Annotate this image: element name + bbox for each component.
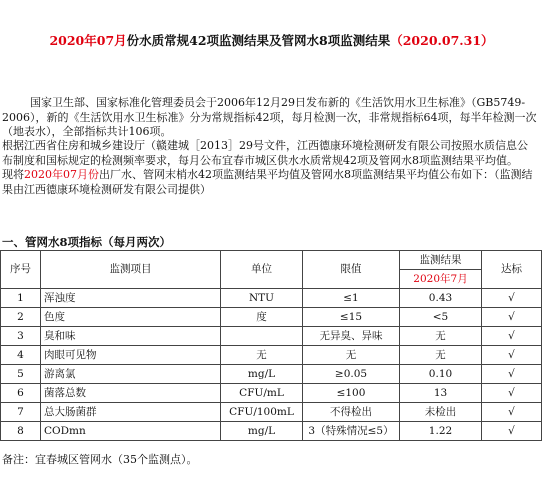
cell-no: 4 [1,346,41,365]
intro-p3-month: 2020年07月份 [24,168,99,181]
cell-unit [221,327,303,346]
cell-no: 6 [1,384,41,403]
table-row [1,403,542,422]
cell-no: 7 [1,403,41,422]
cell-no: 8 [1,422,41,441]
cell-unit: mg/L [221,422,303,441]
title-month: 2020年07月 [49,33,127,48]
cell-result: 1.22 [400,422,482,441]
cell-item: 总大肠菌群 [41,403,221,422]
cell-pass: √ [482,289,542,308]
cell-result: 未检出 [400,403,482,422]
cell-pass: √ [482,422,542,441]
cell-result: <5 [400,308,482,327]
table-row [1,365,542,384]
cell-no: 2 [1,308,41,327]
cell-unit: NTU [221,289,303,308]
section-title: 一、管网水8项指标（每月两次） [2,235,171,249]
table-row [1,289,542,308]
cell-result: 13 [400,384,482,403]
cell-no: 5 [1,365,41,384]
cell-item: 菌落总数 [41,384,221,403]
cell-limit: 不得检出 [303,403,400,422]
table-row [1,327,542,346]
cell-unit: mg/L [221,365,303,384]
intro-paragraph-1: 国家卫生部、国家标准化管理委员会于2006年12月29日发布新的《生活饮用水卫生标准》（GB5749-2006），新的《生活饮用水卫生标准》分为常规指标42项，每月检测一次，非常规指标64项，每半年检测一次（地表水），全部指标共计106项。 [2,96,537,138]
table-row [1,346,542,365]
cell-result: 0.43 [400,289,482,308]
header-item: 监测项目 [41,251,221,289]
header-unit: 单位 [221,251,303,289]
title-date: （2020.07.31） [390,33,494,48]
header-pass: 达标 [482,251,542,289]
cell-unit: CFU/100mL [221,403,303,422]
cell-result: 无 [400,346,482,365]
cell-limit: ≤1 [303,289,400,308]
intro-paragraph-3 [2,168,538,197]
intro-p3-rest: 出厂水、管网末梢水42项监测结果平均值及管网水8项监测结果平均值公布如下：（监测结果由江西德康环境检测研发有限公司提供） [2,168,533,196]
cell-item: CODmn [41,422,221,441]
cell-pass: √ [482,403,542,422]
cell-unit: 无 [221,346,303,365]
header-no: 序号 [1,251,41,289]
cell-result: 无 [400,327,482,346]
cell-result: 0.10 [400,365,482,384]
intro-paragraph-2: 根据江西省住房和城乡建设厅（赣建城［2013］29号文件，江西德康环境检测研发有限公司按照水质信息公布制度和国标规定的检测频率要求，每月公布宜春市城区供水水质常规42项及管网水8项监测结果平均值。 [2,139,528,167]
cell-limit: 无异臭、异味 [303,327,400,346]
cell-unit: CFU/mL [221,384,303,403]
results-table [0,250,542,441]
cell-item: 色度 [41,308,221,327]
cell-limit: ≤15 [303,308,400,327]
cell-item: 浑浊度 [41,289,221,308]
header-limit: 限值 [303,251,400,289]
header-result-month: 2020年7月 [400,270,482,289]
cell-item: 臭和味 [41,327,221,346]
cell-pass: √ [482,365,542,384]
table-row [1,308,542,327]
cell-pass: √ [482,308,542,327]
cell-limit: ≥0.05 [303,365,400,384]
cell-pass: √ [482,327,542,346]
cell-pass: √ [482,384,542,403]
title-text: 份水质常规42项监测结果及管网水8项监测结果 [126,33,391,48]
cell-pass: √ [482,346,542,365]
table-row [1,422,542,441]
page-title [0,31,543,49]
cell-unit: 度 [221,308,303,327]
table-header-row [1,251,542,270]
footnote: 备注：宜春城区管网水（35个监测点）。 [2,453,198,466]
cell-limit: ≤100 [303,384,400,403]
cell-no: 1 [1,289,41,308]
header-result: 监测结果 [400,251,482,270]
intro-p3-lead: 现将 [2,168,24,181]
table-row [1,384,542,403]
cell-no: 3 [1,327,41,346]
cell-item: 游离氯 [41,365,221,384]
cell-item: 肉眼可见物 [41,346,221,365]
cell-limit: 无 [303,346,400,365]
cell-limit: 3（特殊情况≤5） [303,422,400,441]
